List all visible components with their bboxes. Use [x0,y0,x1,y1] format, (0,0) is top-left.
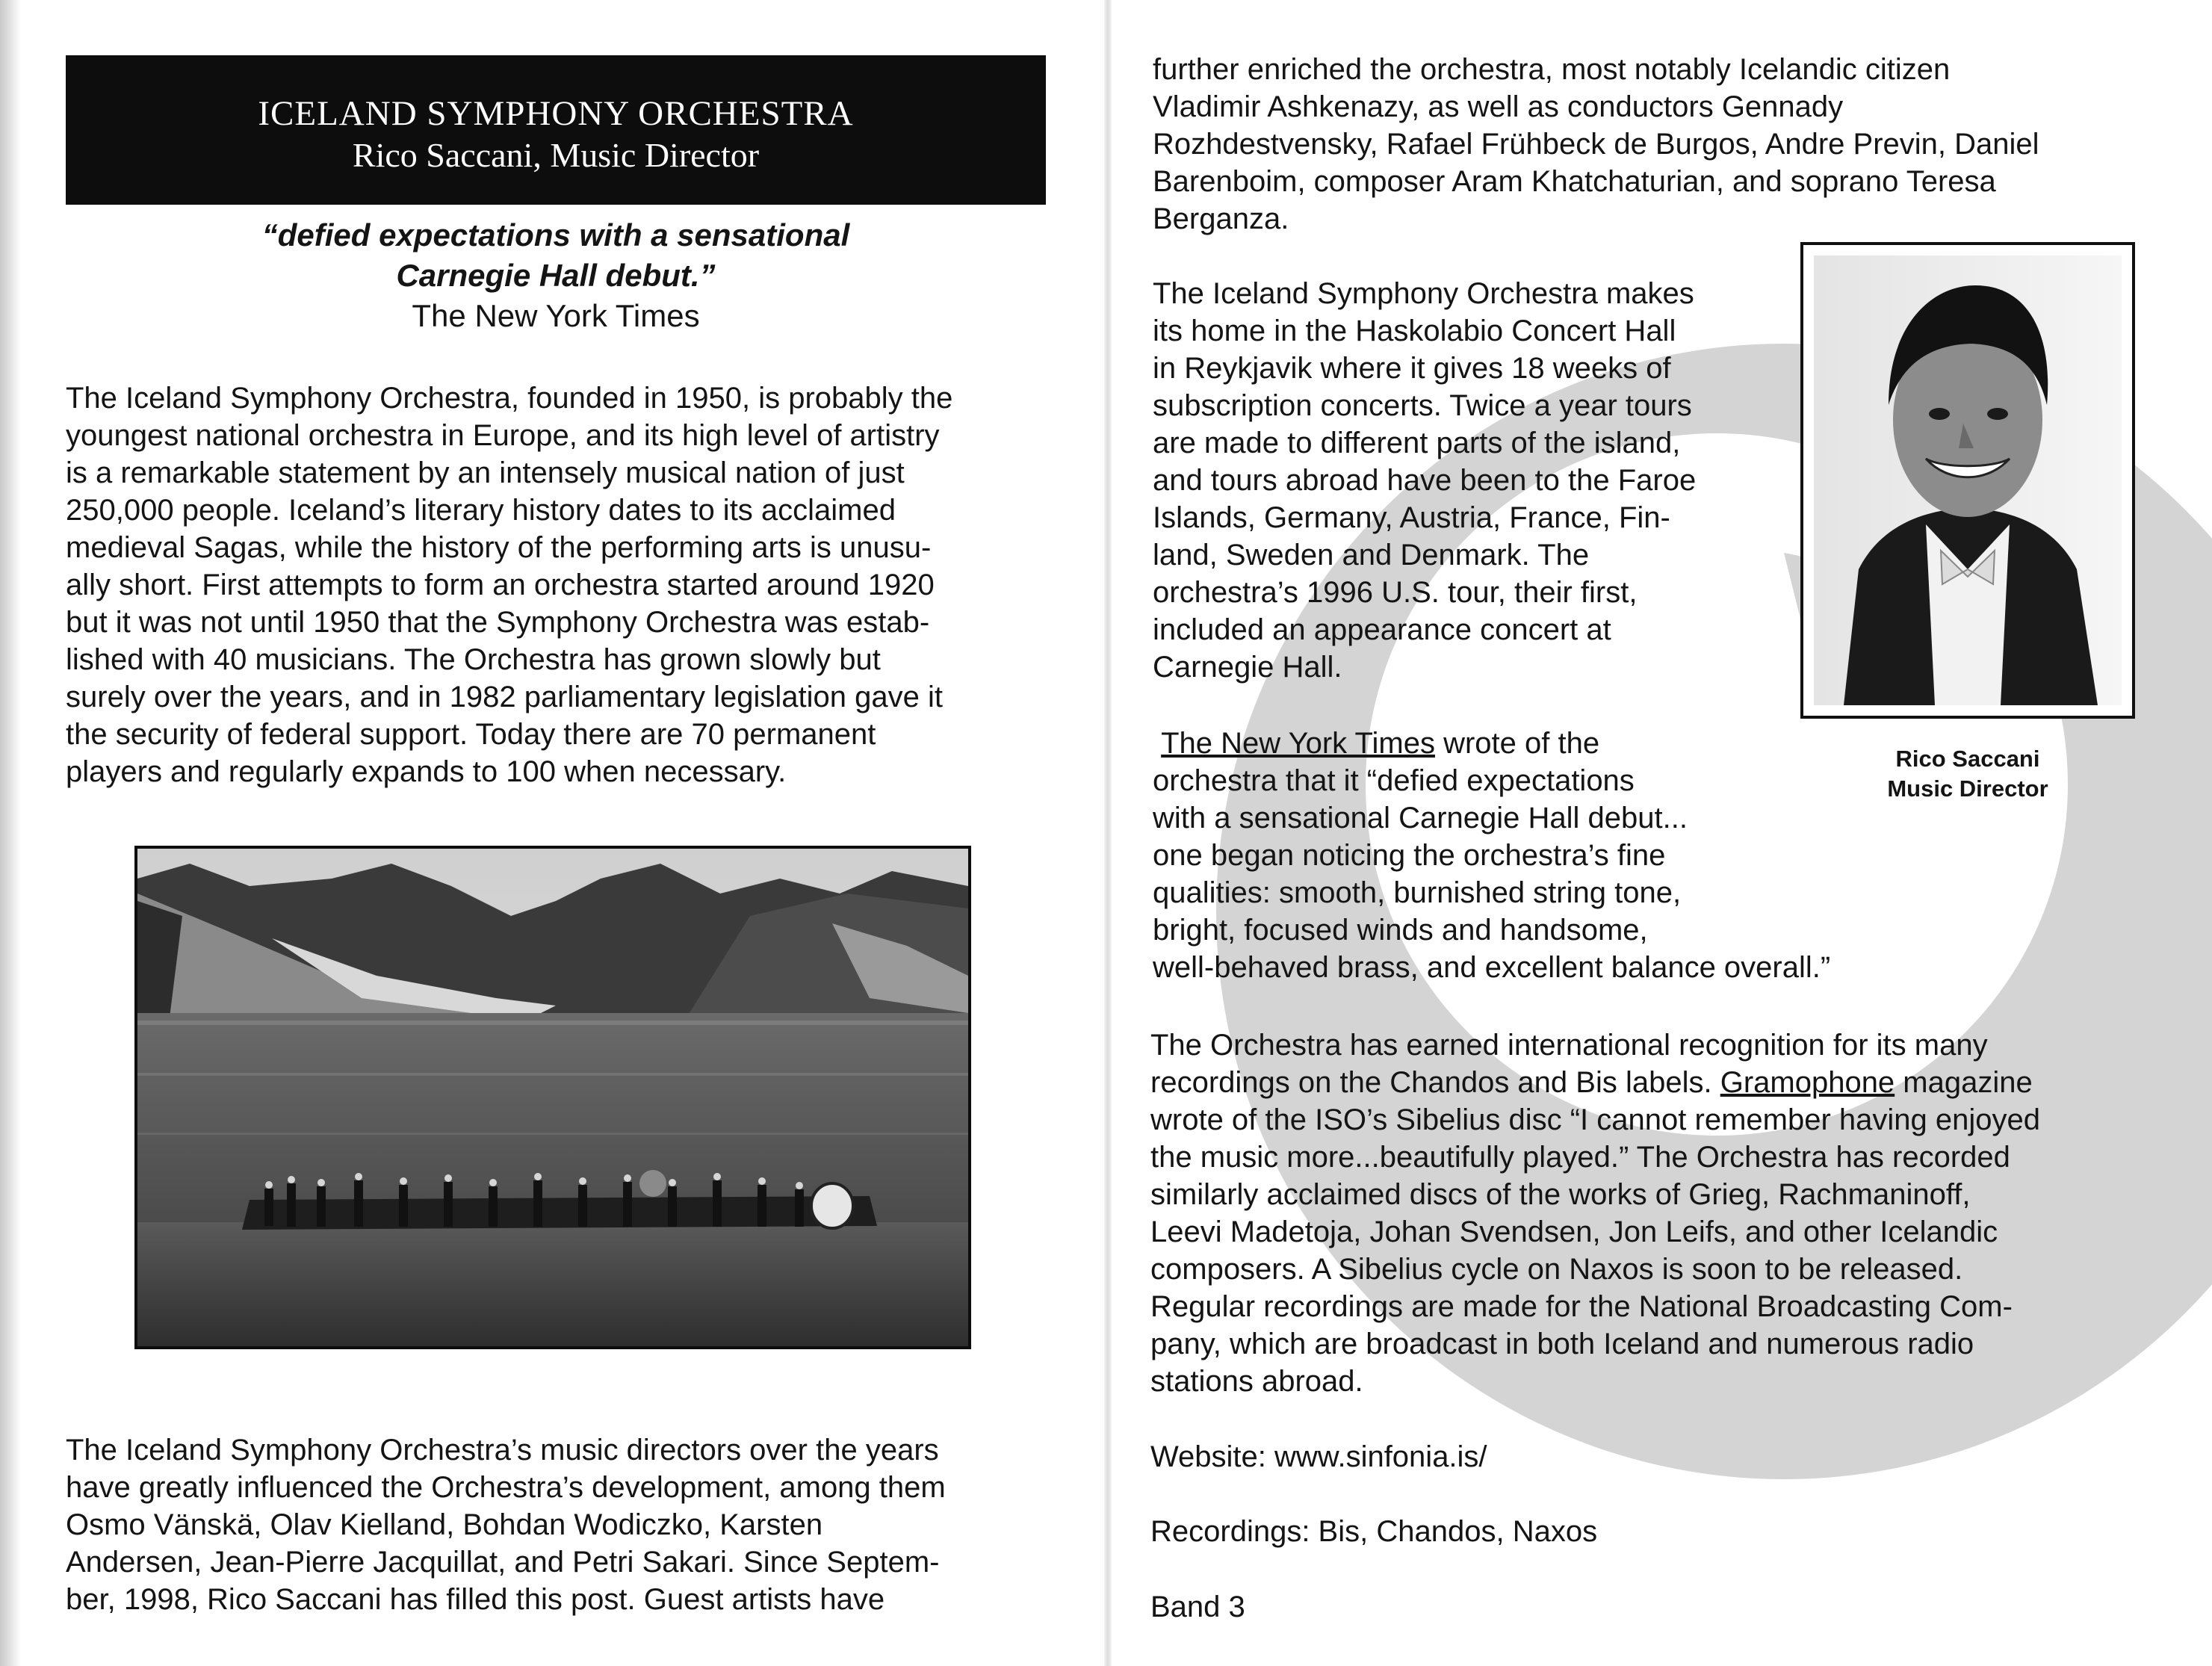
page-title: ICELAND SYMPHONY ORCHESTRA [258,94,854,133]
text-line: is a remarkable statement by an intensely musical nation of just [66,456,905,489]
pull-quote-line: Carnegie Hall debut.” [396,258,716,293]
text-line: have greatly influenced the Orchestra’s development, among them [66,1471,946,1504]
text-line: land, Sweden and Denmark. The [1153,539,1590,572]
caption-name: Rico Saccani [1895,746,2040,772]
text-line: similarly acclaimed discs of the works of Grieg, Rachmaninoff, [1150,1178,1971,1211]
text-line: 250,000 people. Iceland’s literary history dates to its acclaimed [66,494,896,527]
text-line: The Orchestra has earned international recognition for its many [1150,1029,1988,1062]
text-line: The Iceland Symphony Orchestra, founded in 1950, is probably the [66,382,953,415]
text-line: The Iceland Symphony Orchestra makes [1153,277,1694,310]
text-line: ber, 1998, Rico Saccani has filled this post. Guest artists have [66,1583,885,1616]
text-line: composers. A Sibelius cycle on Naxos is soon to be released. [1150,1253,1963,1286]
page-subtitle: Rico Saccani, Music Director [352,136,760,174]
recording-labels-text: Recordings: Bis, Chandos, Naxos [1150,1515,1598,1548]
text-line: Islands, Germany, Austria, France, Fin- [1153,501,1670,534]
pull-quote-source: The New York Times [412,298,700,333]
title-bar [66,55,1046,205]
recordings-paragraph [1150,1026,2040,1400]
pull-quote [66,215,1046,336]
text-line: the music more...beautifully played.” The Orchestra has recorded [1150,1141,2010,1174]
left-page [0,0,1104,1666]
text-line: wrote of the ISO’s Sibelius disc “I cannot remember having enjoyed [1150,1103,2040,1136]
pull-quote-line: “defied expectations with a sensational [261,217,850,253]
text-line: The Iceland Symphony Orchestra’s music directors over the years [66,1434,939,1467]
text-line: Leevi Madetoja, Johan Svendsen, Jon Leifs, and other Icelandic [1150,1216,1998,1248]
text-line: Regular recordings are made for the National Broadcasting Com- [1150,1290,2013,1323]
text-line: Berganza. [1153,202,1289,235]
band-label [1150,1588,1245,1626]
guest-artists-paragraph [1153,51,2039,238]
intro-paragraph [66,380,952,790]
home-paragraph [1153,275,1696,686]
text-line: but it was not until 1950 that the Symphony Orchestra was estab- [66,606,930,639]
text-line [1153,725,1830,762]
text-fragment: wrote of the [1434,727,1600,760]
orchestra-landscape-photo [134,846,971,1349]
text-line: subscription concerts. Twice a year tours [1153,389,1692,422]
text-line: Barenboim, composer Aram Khatchaturian, and soprano Teresa [1153,165,1996,198]
review-paragraph [1153,725,1830,986]
text-fragment: magazine [1895,1066,2033,1099]
text-fragment: recordings on the Chandos and Bis labels. [1150,1066,1720,1099]
text-line: lished with 40 musicians. The Orchestra has grown slowly but [66,643,881,676]
text-line: Andersen, Jean-Pierre Jacquillat, and Petri Sakari. Since Septem- [66,1546,940,1579]
book-gutter [1104,0,1112,1666]
text-line: the security of federal support. Today there are 70 permanent [66,718,876,751]
text-line: are made to different parts of the island, [1153,427,1681,459]
portrait-caption [1800,744,2135,804]
band-text: Band 3 [1150,1591,1245,1623]
text-line: surely over the years, and in 1982 parliamentary legislation gave it [66,681,943,713]
text-line: its home in the Haskolabio Concert Hall [1153,315,1676,347]
text-line: with a sensational Carnegie Hall debut... [1153,802,1688,834]
text-line: stations abroad. [1150,1365,1363,1398]
text-line [1150,1064,2040,1101]
text-line: qualities: smooth, burnished string tone, [1153,876,1682,909]
text-line: orchestra’s 1996 U.S. tour, their first, [1153,576,1638,609]
text-line: Rozhdestvensky, Rafael Frühbeck de Burgos, Andre Previn, Daniel [1153,128,2039,161]
caption-role: Music Director [1887,775,2048,802]
text-line: Osmo Vänskä, Olav Kielland, Bohdan Wodiczko, Karsten [66,1508,823,1541]
text-line: Vladimir Ashkenazy, as well as conductors Gennady [1153,90,1844,123]
text-line: further enriched the orchestra, most notably Icelandic citizen [1153,53,1951,86]
text-line: included an appearance concert at [1153,613,1611,646]
text-line: medieval Sagas, while the history of the performing arts is unusu- [66,531,932,564]
text-line: youngest national orchestra in Europe, and its high level of artistry [66,419,940,452]
website-text: Website: www.sinfonia.is/ [1150,1440,1487,1473]
magazine-title: Gramophone [1720,1066,1895,1099]
recording-labels-line [1150,1513,1597,1550]
text-line: and tours abroad have been to the Faroe [1153,464,1697,497]
text-line: bright, focused winds and handsome, [1153,914,1648,947]
text-line: one began noticing the orchestra’s fine [1153,839,1666,872]
text-line: players and regularly expands to 100 when necessary. [66,755,787,788]
text-line: pany, which are broadcast in both Iceland and numerous radio [1150,1328,1974,1360]
text-line: orchestra that it “defied expectations [1153,764,1635,797]
publication-title: The New York Times [1161,727,1435,760]
conductor-portrait [1800,242,2135,719]
text-line: ally short. First attempts to form an orchestra started around 1920 [66,569,935,601]
text-line: Carnegie Hall. [1153,651,1342,684]
text-line: in Reykjavik where it gives 18 weeks of [1153,352,1671,385]
website-line [1150,1438,1487,1475]
text-line: well-behaved brass, and excellent balance overall.” [1153,951,1831,984]
directors-paragraph [66,1431,946,1618]
